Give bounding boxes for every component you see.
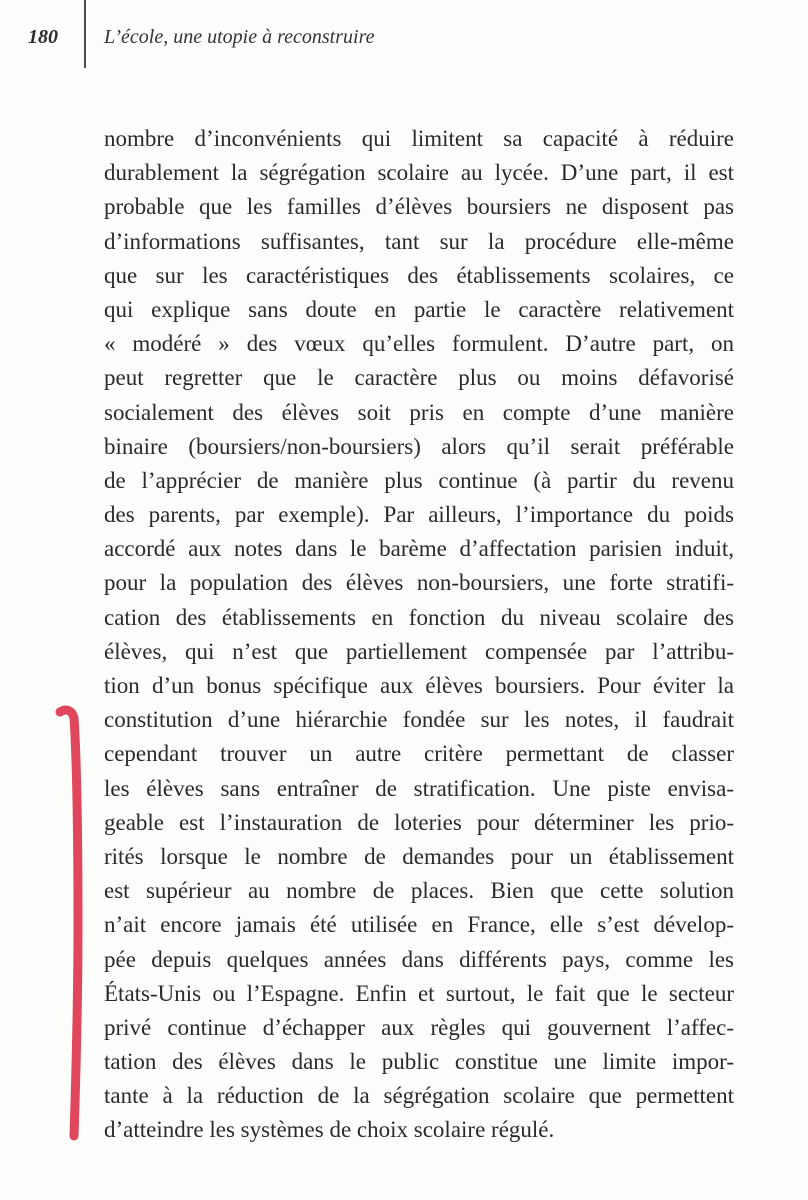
header-divider bbox=[84, 0, 86, 68]
text-line: nombre d’inconvénients qui limitent sa capacité à réduire bbox=[104, 126, 734, 151]
text-line: de l’apprécier de manière plus continue (à partir du revenu bbox=[104, 467, 734, 493]
text-line: privé continue d’échapper aux règles qui gouvernent l’affec- bbox=[104, 1014, 734, 1040]
page-header bbox=[0, 0, 808, 70]
text-line: cation des établissements en fonction du niveau scolaire des bbox=[104, 604, 734, 630]
text-line: États-Unis ou l’Espagne. Enfin et surtout, le fait que le secteur bbox=[104, 980, 734, 1006]
text-line: pour la population des élèves non-boursiers, une forte stratifi- bbox=[104, 570, 734, 596]
text-line: tion d’un bonus spécifique aux élèves boursiers. Pour éviter la bbox=[104, 673, 734, 698]
text-line: d’informations suffisantes, tant sur la procédure elle-même bbox=[104, 228, 734, 254]
text-line: n’ait encore jamais été utilisée en France, elle s’est dévelop- bbox=[104, 912, 734, 938]
text-line: peut regretter que le caractère plus ou moins défavorisé bbox=[104, 365, 734, 391]
text-line: accordé aux notes dans le barème d’affectation parisien induit, bbox=[104, 536, 734, 562]
margin-annotation-mark bbox=[46, 704, 86, 1144]
body-paragraph bbox=[104, 122, 734, 1148]
text-line: tation des élèves dans le public constitue une limite impor- bbox=[104, 1049, 734, 1075]
text-line: constitution d’une hiérarchie fondée sur les notes, il faudrait bbox=[104, 707, 734, 733]
text-line: rités lorsque le nombre de demandes pour un établissement bbox=[104, 843, 734, 869]
text-line: tante à la réduction de la ségrégation scolaire que permettent bbox=[104, 1083, 734, 1109]
text-line: socialement des élèves soit pris en compte d’une manière bbox=[104, 399, 734, 425]
text-line: des parents, par exemple). Par ailleurs, l’importance du poids bbox=[104, 502, 734, 528]
text-line: probable que les familles d’élèves boursiers ne disposent pas bbox=[104, 194, 734, 220]
margin-annotation-stroke bbox=[60, 710, 78, 1136]
text-line: est supérieur au nombre de places. Bien que cette solution bbox=[104, 878, 734, 904]
text-line: binaire (boursiers/non-boursiers) alors qu’il serait préférable bbox=[104, 433, 734, 459]
page-number: 180 bbox=[28, 26, 58, 48]
text-line: geable est l’instauration de loteries pour déterminer les prio- bbox=[104, 809, 734, 835]
text-line: « modéré » des vœux qu’elles formulent. D’autre part, on bbox=[104, 331, 734, 357]
text-line: durablement la ségrégation scolaire au lycée. D’une part, il est bbox=[104, 160, 734, 186]
text-line: pée depuis quelques années dans différents pays, comme les bbox=[104, 946, 734, 972]
text-line: que sur les caractéristiques des établissements scolaires, ce bbox=[104, 262, 734, 288]
text-line: cependant trouver un autre critère permettant de classer bbox=[104, 741, 734, 767]
text-line: les élèves sans entraîner de stratification. Une piste envisa- bbox=[104, 775, 734, 801]
running-title: L’école, une utopie à reconstruire bbox=[104, 26, 375, 48]
text-line: d’atteindre les systèmes de choix scolaire régulé. bbox=[104, 1117, 555, 1143]
text-line: élèves, qui n’est que partiellement compensée par l’attribu- bbox=[104, 638, 734, 664]
text-line: qui explique sans doute en partie le caractère relativement bbox=[104, 296, 734, 322]
